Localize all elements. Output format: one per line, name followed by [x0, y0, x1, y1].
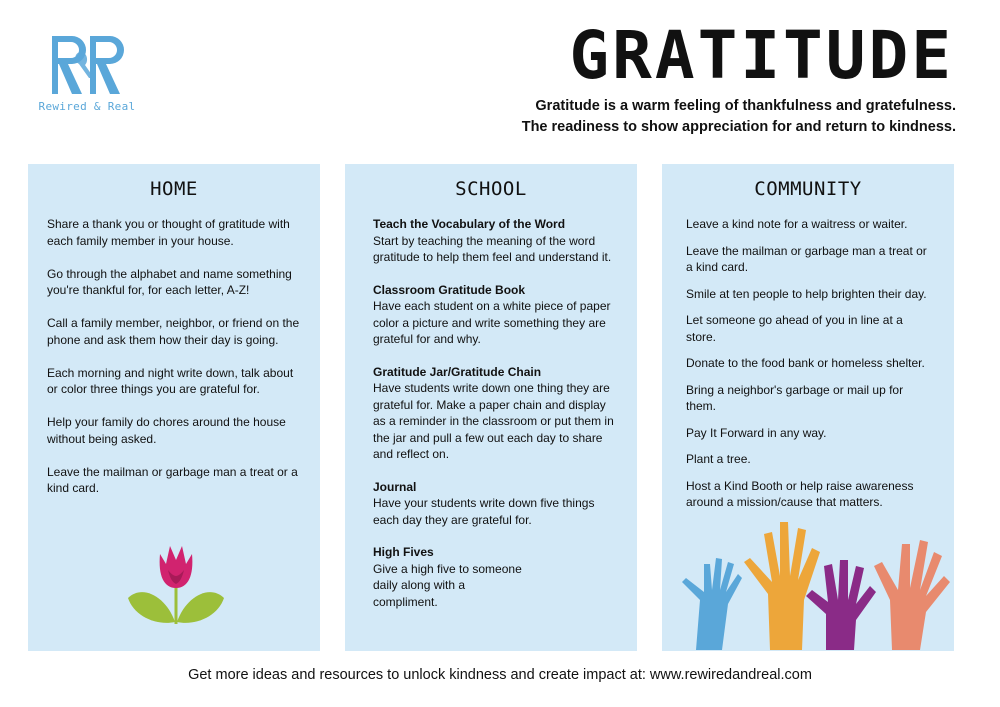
list-item: Bring a neighbor's garbage or mail up for them.: [686, 382, 904, 413]
purple-hand-icon: [806, 560, 876, 650]
list-item: [373, 364, 619, 463]
page-title: GRATITUDE: [569, 17, 954, 94]
home-list: [47, 216, 302, 513]
list-item: Help your family do chores around the house without being asked.: [47, 415, 286, 446]
list-item: Host a Kind Booth or help raise awareness around a mission/cause that matters.: [686, 478, 914, 509]
subtitle-line-1: Gratitude is a warm feeling of thankfulness and gratefulness.: [535, 98, 956, 114]
list-item: Leave a kind note for a waitress or waiter.: [686, 217, 908, 231]
list-item: Share a thank you or thought of gratitude with each family member in your house.: [47, 217, 290, 248]
brand-logo: [32, 32, 142, 116]
school-title: SCHOOL: [455, 178, 527, 200]
r-and-r-logo-icon: [48, 32, 126, 98]
home-title: HOME: [150, 178, 198, 200]
raised-hands-icon: [676, 504, 956, 650]
community-panel: [662, 164, 954, 651]
list-item: [373, 282, 619, 348]
list-item: Go through the alphabet and name something you're thankful for, for each letter, A-Z!: [47, 266, 292, 297]
school-panel: [345, 164, 637, 651]
item-heading: Teach the Vocabulary of the Word: [373, 217, 566, 231]
page-subtitle: [522, 96, 956, 138]
community-title: COMMUNITY: [754, 178, 862, 200]
list-item: Smile at ten people to help brighten their day.: [686, 286, 927, 301]
list-item: Leave the mailman or garbage man a treat or a kind card.: [686, 243, 927, 274]
item-heading: Gratitude Jar/Gratitude Chain: [373, 364, 542, 379]
list-item: Let someone go ahead of you in line at a store.: [686, 313, 903, 344]
item-text: Give a high five to someone daily along with a compliment.: [373, 561, 522, 609]
community-list: [686, 216, 936, 521]
list-item: Plant a tree.: [686, 452, 751, 466]
list-item: [373, 216, 619, 266]
school-list: [373, 216, 619, 626]
home-panel: [28, 164, 320, 651]
item-heading: Classroom Gratitude Book: [373, 282, 526, 297]
tulip-icon: [126, 536, 226, 626]
brand-name: Rewired & Real: [38, 100, 136, 113]
item-heading: High Fives: [373, 545, 434, 559]
list-item: [373, 544, 533, 610]
salmon-hand-icon: [874, 540, 950, 650]
footer-text: Get more ideas and resources to unlock kindness and create impact at: www.rewiredandreal.com: [188, 667, 812, 683]
list-item: Leave the mailman or garbage man a treat or a kind card.: [47, 464, 298, 495]
item-heading: Journal: [373, 479, 417, 494]
list-item: [373, 479, 619, 529]
item-text: Start by teaching the meaning of the word gratitude to help them feel and understand it.: [373, 233, 612, 264]
item-text: Have your students write down five things each day they are grateful for.: [373, 496, 595, 527]
item-text: Have each student on a white piece of paper color a picture and write something they are grateful for and why.: [373, 299, 611, 346]
list-item: Donate to the food bank or homeless shelter.: [686, 356, 925, 370]
list-item: Each morning and night write down, talk about or color three things you are grateful for.: [47, 365, 294, 396]
orange-hand-icon: [744, 522, 820, 650]
subtitle-line-2: The readiness to show appreciation for and return to kindness.: [521, 119, 956, 135]
blue-hand-icon: [682, 558, 742, 650]
list-item: Call a family member, neighbor, or friend on the phone and ask them how their day is going.: [47, 316, 300, 347]
list-item: Pay It Forward in any way.: [686, 425, 827, 440]
item-text: Have students write down one thing they are grateful for. Make a paper chain and display as a reminder in the classroom or put them in the jar and pull a few out each day to share and reflect on.: [373, 381, 614, 461]
